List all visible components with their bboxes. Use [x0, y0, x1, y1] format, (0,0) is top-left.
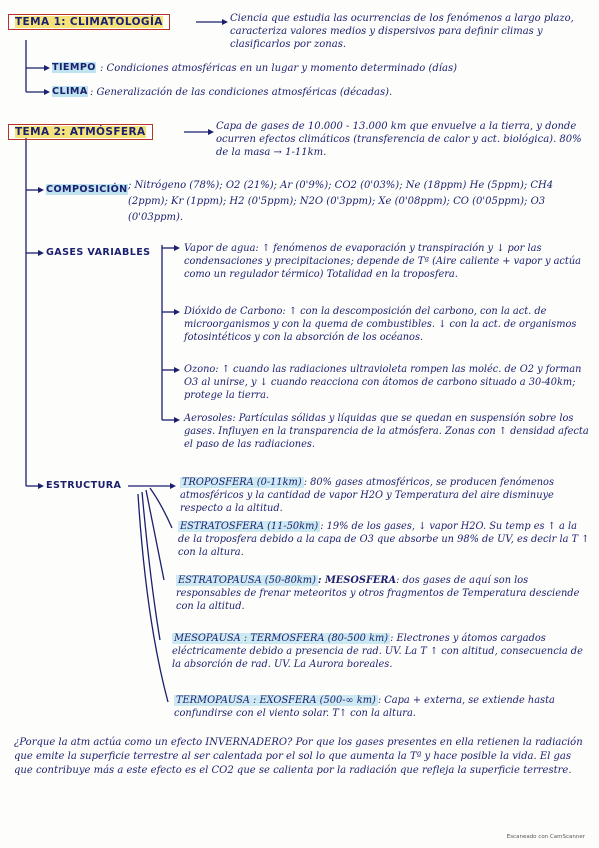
tema1-definition: Ciencia que estudia las ocurrencias de los fenómenos a largo plazo, caracteriza valores medios y dispersivos para definir climas y clasificarlos por zonas. [230, 13, 574, 51]
tiempo-text: : Condiciones atmosféricas en un lugar y momento determinado (días) [100, 63, 457, 74]
tema1-title: TEMA 1: CLIMATOLOGÍA [15, 16, 163, 28]
estratosfera-text: : 19% de los gases, ↓ vapor H2O. Su temp es ↑ a la de la troposfera debido a la capa de O3 que absorbe un 98% de UV, es decir la T ↑ con la altura. [178, 521, 590, 558]
ozono: Ozono: ↑ cuando las radiaciones ultravioleta rompen las moléc. de O2 y forman O3 al unirse, y ↓ cuando reacciona con átomos de carbono situado a 30-40km; protege la tierra. [184, 364, 582, 401]
tiempo-label: TIEMPO [52, 62, 96, 73]
troposfera-block [180, 476, 590, 515]
termopausa-text: : Capa + externa, se extiende hasta confundirse con el viento solar. T↑ con la altura. [174, 695, 555, 719]
mesopausa-block [172, 632, 590, 671]
dioxido-carbono: Dióxido de Carbono: ↑ con la descomposición del carbono, con la act. de microorganismos y con la quema de combustibles. ↓ con la act. de organismos fotosintéticos y con la absorción de los océanos. [184, 306, 577, 343]
termopausa-head: TERMOPAUSA : EXOSFERA (500-∞ km) [176, 695, 376, 706]
estructura-label: ESTRUCTURA [46, 480, 122, 491]
troposfera-head: TROPOSFERA (0-11km) [182, 477, 302, 488]
estratopausa-block [176, 574, 590, 613]
vapor-agua: Vapor de agua: ↑ fenómenos de evaporación y transpiración y ↓ por las condensaciones y precipitaciones; depende de Tª (Aire caliente + vapor y actúa como un regulador térmico) Totalidad en la troposfera. [184, 243, 582, 280]
troposfera-text: : 80% gases atmosféricos, se producen fenómenos atmosféricos y la cantidad de vapor H2O y Temperatura del aire disminuye respecto a la altitud. [180, 477, 554, 514]
gases-variables-label: GASES VARIABLES [46, 247, 151, 258]
composicion-label: COMPOSICIÓN [46, 184, 128, 195]
mesopausa-head: MESOPAUSA : TERMOSFERA (80-500 km) [174, 633, 389, 644]
efecto-invernadero-question: ¿Porque la atm actúa como un efecto INVERNADERO? Por que los gases presentes en ella retienen la radiación que emite la superficie terrestre al ser calentada por el sol lo que aumenta la Tª y hace posible la vida. El gas que contribuye más a este efecto es el CO2 que se calienta por la radiación que refleja la superficie terrestre. [14, 737, 583, 776]
estratopausa-head: ESTRATOPAUSA (50-80km) [178, 575, 316, 586]
tema2-title-box [8, 124, 153, 140]
termopausa-block [174, 694, 590, 720]
clima-text: : Generalización de las condiciones atmosféricas (décadas). [90, 87, 393, 98]
mesopausa-text: : Electrones y átomos cargados eléctricamente debido a presencia de rad. UV. La T ↑ con altitud, consecuencia de la absorción de rad. UV. La Aurora boreales. [172, 633, 583, 670]
clima-label: CLIMA [52, 86, 88, 97]
watermark: Escaneado con CamScanner [506, 834, 585, 840]
mesosfera-head: : MESOSFERA [317, 575, 397, 586]
estratosfera-head: ESTRATOSFERA (11-50km) [180, 521, 319, 532]
aerosoles: Aerosoles: Partículas sólidas y líquidas que se quedan en suspensión sobre los gases. Influyen en la transparencia de la atmósfera. Zonas con ↑ densidad afecta el paso de las radiaciones. [184, 413, 589, 450]
tema1-title-box [8, 14, 170, 30]
mesosfera-text: : dos gases de aquí son los responsables de frenar meteoritos y otros fragmentos de Temperatura desciende con la altitud. [176, 575, 580, 612]
composicion-text: ; Nitrógeno (78%); O2 (21%); Ar (0'9%); CO2 (0'03%); Ne (18ppm) He (5ppm); CH4 (2ppm); Kr (1ppm); H2 (0'5ppm); N2O (0'3ppm); Xe (0'08ppm); CO (0'05ppm); O3 (0'03ppm). [128, 180, 554, 223]
tema2-title: TEMA 2: ATMÓSFERA [15, 126, 146, 138]
tema2-definition: Capa de gases de 10.000 - 13.000 km que envuelve a la tierra, y donde ocurren efectos climáticos (transferencia de calor y act. biológica). 80% de la masa → 1-11km. [216, 121, 582, 159]
estratosfera-block [178, 520, 590, 559]
